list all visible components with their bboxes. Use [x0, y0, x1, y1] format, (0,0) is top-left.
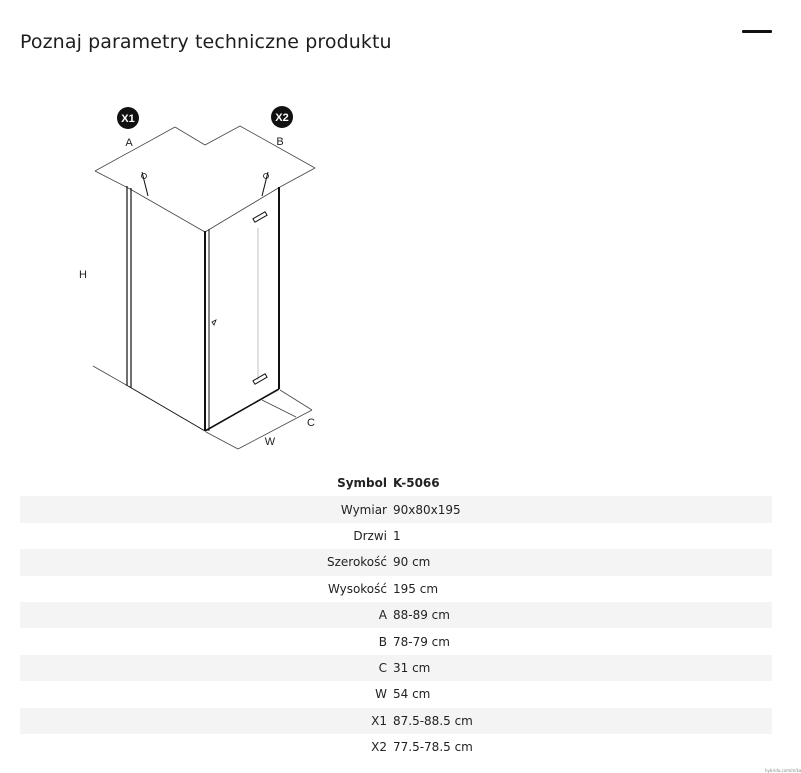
spec-value: 88-89 cm: [393, 608, 450, 623]
x1-label: X1: [121, 113, 135, 125]
label-a: A: [125, 137, 133, 149]
spec-key: X1: [371, 713, 387, 728]
spec-value: 195 cm: [393, 581, 439, 596]
x1-badge: [117, 107, 139, 129]
page-title: Poznaj parametry techniczne produktu: [20, 31, 392, 53]
spec-value: 1: [393, 528, 401, 543]
label-w: W: [264, 436, 276, 448]
spec-value: K-5066: [393, 476, 440, 491]
spec-key: Drzwi: [353, 528, 387, 543]
spec-key: Wysokość: [327, 581, 387, 596]
spec-key: Wymiar: [340, 502, 387, 517]
specs-table: [20, 470, 772, 760]
spec-key: X2: [371, 740, 387, 755]
label-c: C: [307, 417, 315, 429]
watermark: hybrida.com/m/ka: [765, 768, 801, 773]
table-row: [20, 496, 772, 522]
spec-value: 31 cm: [393, 660, 431, 675]
shower-dimension-diagram: [0, 95, 360, 460]
table-row: [20, 681, 772, 707]
spec-key: A: [378, 608, 387, 623]
spec-value: 77.5-78.5 cm: [393, 740, 473, 755]
x2-badge: [271, 106, 293, 128]
spec-value: 90x80x195: [393, 502, 461, 517]
table-row: [20, 549, 772, 575]
spec-value: 54 cm: [393, 687, 431, 702]
table-row: [20, 576, 772, 602]
table-row: [20, 708, 772, 734]
spec-value: 90 cm: [393, 555, 431, 570]
spec-value: 78-79 cm: [393, 634, 450, 649]
table-row: [20, 470, 772, 496]
spec-key: Symbol: [337, 476, 387, 491]
table-row: [20, 602, 772, 628]
menu-icon[interactable]: [742, 30, 772, 33]
spec-value: 87.5-88.5 cm: [393, 713, 473, 728]
shower-enclosure: [127, 172, 279, 431]
table-row: [20, 655, 772, 681]
label-b: B: [276, 136, 284, 148]
table-row: [20, 628, 772, 654]
table-row: [20, 734, 772, 760]
spec-key: B: [378, 634, 387, 649]
spec-key: Szerokość: [326, 555, 387, 570]
x2-label: X2: [275, 112, 289, 124]
table-row: [20, 523, 772, 549]
spec-key: C: [378, 660, 387, 675]
spec-key: W: [375, 687, 387, 702]
label-h: H: [79, 269, 87, 281]
